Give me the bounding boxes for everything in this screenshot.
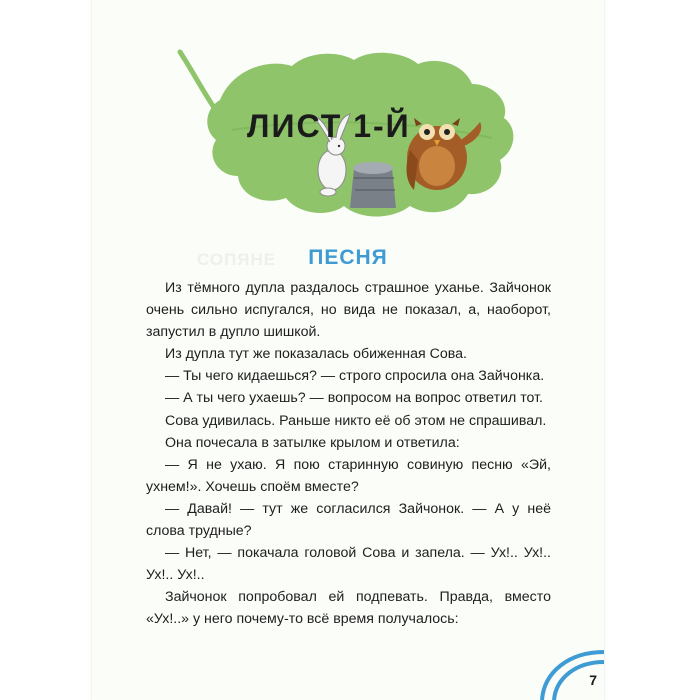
paragraph: — Давай! — тут же согласился Зайчонок. — А у неё слова трудные?: [146, 500, 551, 540]
page-number: 7: [589, 672, 597, 688]
paragraph: Сова удивилась. Раньше никто её об этом не спрашивал.: [165, 412, 547, 429]
paragraph: — Я не ухаю. Я пою старинную совиную песню «Эй, ухнем!». Хочешь споём вместе?: [146, 456, 551, 495]
chapter-heading: ЛИСТ 1-Й: [247, 108, 411, 144]
tree-stump: [350, 162, 396, 208]
paragraph: Из тёмного дупла раздалось страшное уханье. Зайчонок очень сильно испугался, но вида не показал, а, наоборот, запустил в дупло шишкой.: [146, 280, 551, 341]
page-corner-decoration: [514, 630, 604, 700]
paragraph: Она почесала в затылке крылом и ответила:: [165, 434, 460, 451]
paragraph: — Ты чего кидаешься? — строго спросила она Зайчонка.: [165, 368, 545, 385]
paragraph: — А ты чего ухаешь? — вопросом на вопрос ответил тот.: [165, 390, 543, 407]
book-page: [92, 0, 604, 700]
bleed-through-text: СОПЯНЕ: [197, 250, 277, 269]
paragraph: Зайчонок попробовал ей подпевать. Правда, вместо «Ух!..» у него почему-то всё время получалось:: [146, 589, 551, 628]
leaf-stem: [180, 52, 217, 112]
story-title: ПЕСНЯ: [308, 246, 388, 269]
story-body: [146, 277, 551, 631]
paragraph: Из дупла тут же показалась обиженная Сова.: [165, 346, 467, 363]
paragraph: — Нет, — покачала головой Сова и запела. — Ух!.. Ух!.. Ух!.. Ух!..: [146, 545, 551, 584]
